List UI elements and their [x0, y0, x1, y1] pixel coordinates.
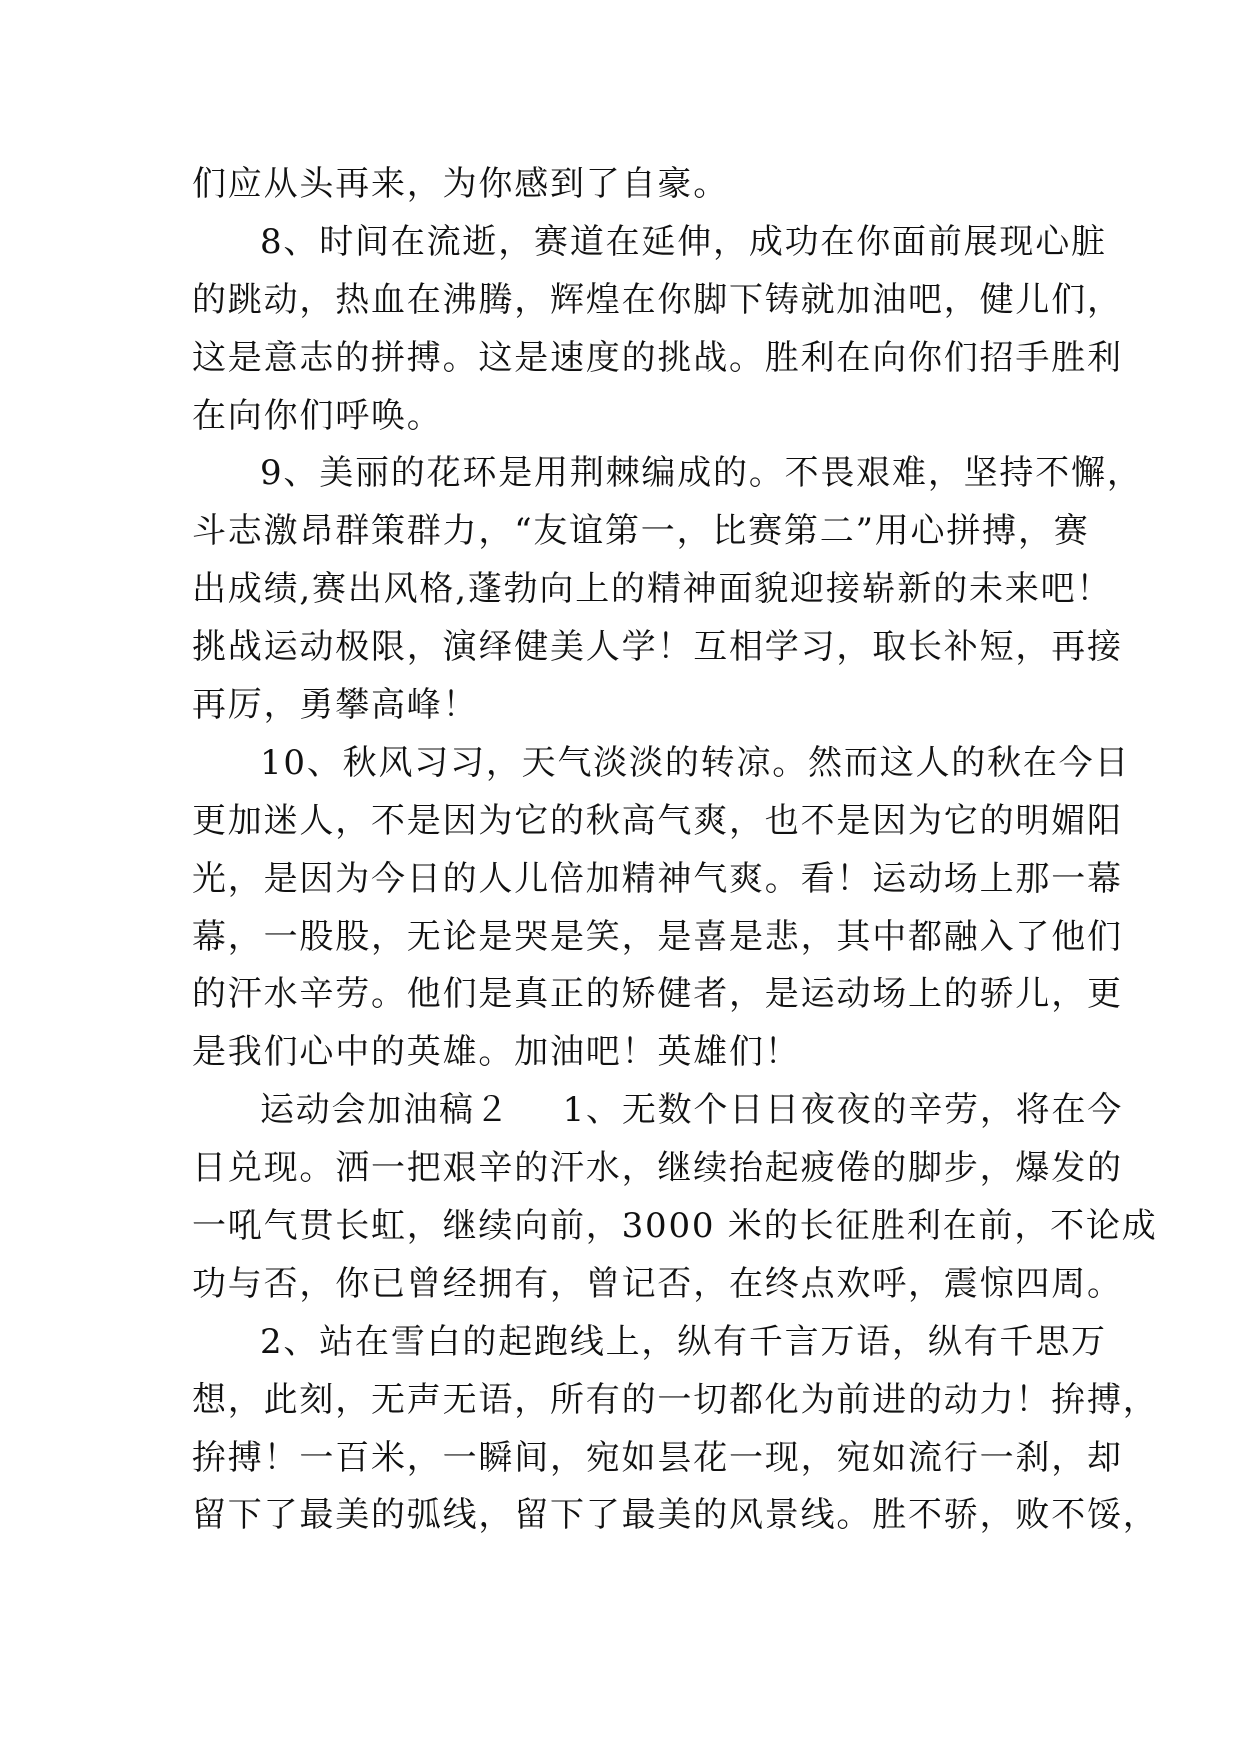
text-line: 这是意志的拼搏。这是速度的挑战。胜利在向你们招手胜利 — [192, 337, 1123, 378]
text-line: 挑战运动极限，演绎健美人学！互相学习，取长补短，再接 — [192, 627, 1123, 668]
section-first-line: 1、无数个日日夜夜的辛劳，将在今 — [562, 1090, 1124, 1131]
document-body — [192, 156, 1159, 1545]
text-line: 的跳动，热血在沸腾，辉煌在你脚下铸就加油吧，健儿们， — [192, 279, 1123, 320]
text-line: 们应从头再来，为你感到了自豪。 — [192, 164, 729, 204]
text-line: 出成绩,赛出风格,蓬勃向上的精神面貌迎接崭新的未来吧！ — [192, 569, 1113, 610]
text-line: 一吼气贯长虹，继续向前，3000 米的长征胜利在前，不论成 — [192, 1206, 1158, 1247]
text-line: 想，此刻，无声无语，所有的一切都化为前进的动力！拚搏， — [192, 1379, 1159, 1420]
text-line: 拚搏！一百米，一瞬间，宛如昙花一现，宛如流行一刹，却 — [192, 1437, 1123, 1478]
text-line: 再厉，勇攀高峰！ — [192, 685, 479, 726]
text-line: 8、时间在流逝，赛道在延伸，成功在你面前展现心脏 — [260, 221, 1107, 262]
text-line: 光，是因为今日的人儿倍加精神气爽。看！运动场上那一幕 — [192, 858, 1123, 899]
text-line: 2、站在雪白的起跑线上，纵有千言万语，纵有千思万 — [260, 1321, 1107, 1362]
text-line: 是我们心中的英雄。加油吧！英雄们！ — [192, 1032, 801, 1073]
text-line: 留下了最美的弧线，留下了最美的风景线。胜不骄，败不馁， — [192, 1495, 1159, 1536]
text-line: 幕，一股股，无论是哭是笑，是喜是悲，其中都融入了他们 — [192, 916, 1123, 957]
section-heading: 运动会加油稿２ — [260, 1090, 511, 1131]
text-line: 斗志激昂群策群力，“友谊第一，比赛第二”用心拼搏，赛 — [192, 511, 1090, 552]
text-line: 9、美丽的花环是用荆棘编成的。不畏艰难，坚持不懈， — [260, 453, 1143, 494]
text-line: 功与否，你已曾经拥有，曾记否，在终点欢呼，震惊四周。 — [192, 1263, 1123, 1304]
text-line: 日兑现。洒一把艰辛的汗水，继续抬起疲倦的脚步，爆发的 — [192, 1148, 1123, 1189]
text-line: 10、秋风习习，天气淡淡的转凉。然而这人的秋在今日 — [260, 742, 1131, 783]
text-line: 在向你们呼唤。 — [192, 395, 443, 436]
text-line: 更加迷人，不是因为它的秋高气爽，也不是因为它的明媚阳 — [192, 800, 1123, 841]
text-line: 的汗水辛劳。他们是真正的矫健者，是运动场上的骄儿，更 — [192, 974, 1123, 1015]
section-heading-line — [192, 1082, 1124, 1140]
